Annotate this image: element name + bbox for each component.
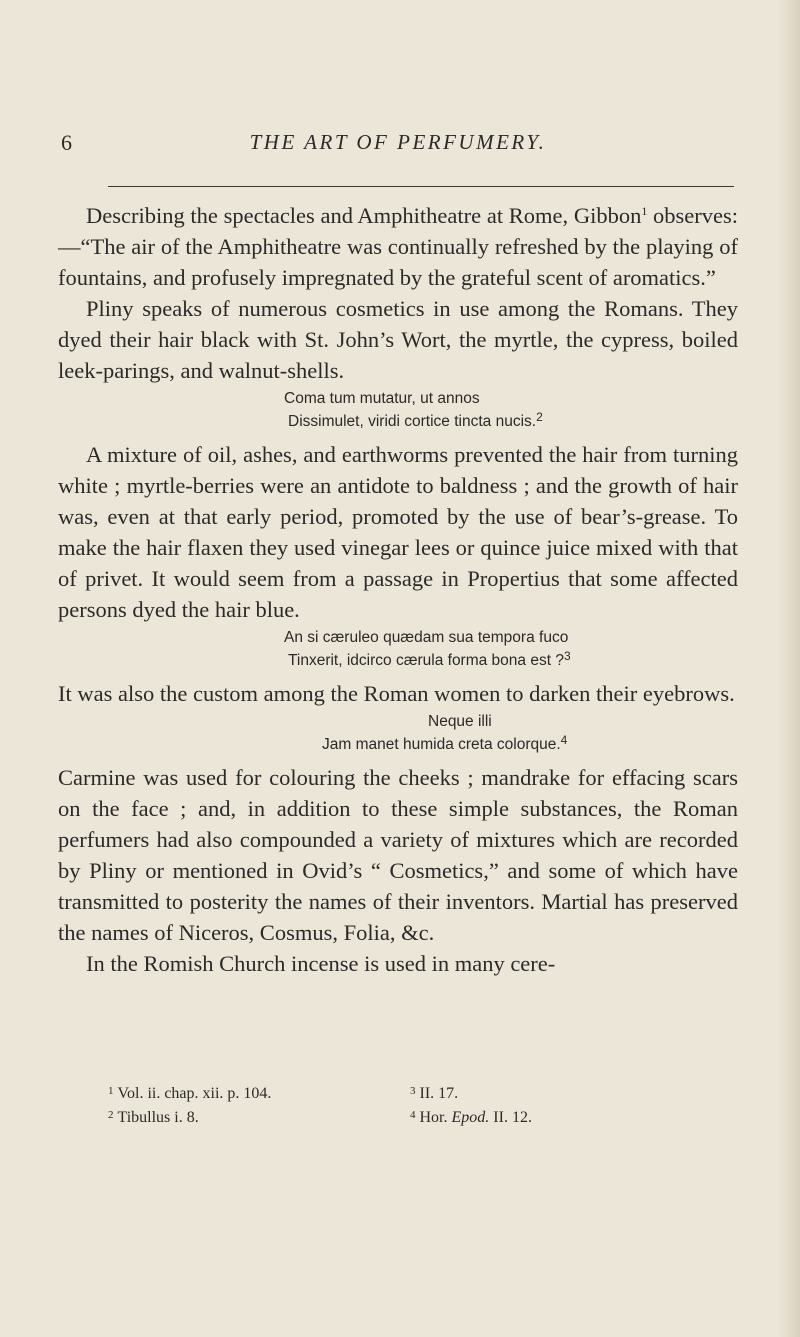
footnote-number: 1 bbox=[108, 1085, 114, 1097]
footnote-2 bbox=[108, 1106, 271, 1130]
footnote-ref: 2 bbox=[536, 410, 543, 424]
paragraph-gibbon bbox=[58, 200, 738, 293]
paragraph-mixture: A mixture of oil, ashes, and earthworms prevented the hair from turning white ; myrtle-berries were an antidote to baldness ; and the growth of hair was, even at that early period, promoted by the use of bear’s-grease. To make the hair flaxen they used vinegar lees or quince juice mixed with that of privet. It would seem from a passage in Propertius that some affected persons dyed the hair blue. bbox=[58, 442, 738, 622]
footnote-number: 2 bbox=[108, 1109, 114, 1121]
footnote-text-italic: Epod. bbox=[451, 1109, 490, 1126]
verse-propertius bbox=[58, 626, 738, 672]
footnote-text: Tibullus i. 8. bbox=[117, 1109, 199, 1126]
header-rule bbox=[108, 186, 734, 187]
page-edge-shadow bbox=[778, 0, 800, 1337]
verse-line: Coma tum mutatur, ut annos bbox=[284, 390, 480, 407]
verse-line bbox=[284, 649, 738, 672]
verse-line-text: Jam manet humida creta colorque. bbox=[322, 736, 561, 753]
verse-line-text: Tinxerit, idcirco cærula forma bona est ? bbox=[288, 652, 564, 669]
paragraph-text: observes:—“The air of the Amphitheatre was continually refreshed by the playing of fountains, and profusely impregnated by the grateful scent of aromatics.” bbox=[58, 203, 739, 290]
footnote-ref: 1 bbox=[641, 204, 648, 218]
verse-line bbox=[284, 410, 738, 433]
body-text bbox=[58, 200, 738, 979]
verse-tibullus bbox=[58, 387, 738, 433]
footnote-3 bbox=[410, 1082, 532, 1106]
verse-line-text: Dissimulet, viridi cortice tincta nucis. bbox=[288, 413, 537, 430]
verse-horace bbox=[58, 710, 738, 756]
footnote-1 bbox=[108, 1082, 271, 1106]
paragraph-carmine: Carmine was used for colouring the cheeks ; mandrake for effacing scars on the face ; and, in addition to these simple substances, the Roman perfumers had also compounded a variety of mixtures which are recorded by Pliny or mentioned in Ovid’s “ Cosmetics,” and some of which have transmitted to posterity the names of their inventors. Martial has preserved the names of Niceros, Cosmus, Folia, &c. bbox=[58, 765, 738, 945]
footnote-text: II. 12. bbox=[489, 1109, 532, 1126]
paragraph-eyebrows: It was also the custom among the Roman women to darken their eyebrows. bbox=[58, 681, 735, 706]
page-header bbox=[58, 130, 738, 164]
verse-line: An si cæruleo quædam sua tempora fuco bbox=[284, 629, 569, 646]
footnote-number: 4 bbox=[410, 1109, 416, 1121]
footnote-4 bbox=[410, 1106, 532, 1130]
running-title: THE ART OF PERFUMERY. bbox=[249, 130, 547, 154]
footnote-ref: 4 bbox=[560, 733, 568, 747]
paragraph-pliny: Pliny speaks of numerous cosmetics in use among the Romans. They dyed their hair black with St. John’s Wort, the myrtle, the cypress, boiled leek-parings, and walnut-shells. bbox=[58, 296, 738, 383]
verse-line bbox=[322, 733, 738, 756]
footnote-text: II. 17. bbox=[419, 1085, 459, 1102]
page-number: 6 bbox=[61, 130, 72, 155]
footnote-ref: 3 bbox=[563, 649, 571, 663]
footnote-column-left bbox=[108, 1082, 271, 1130]
paragraph-romish-church: In the Romish Church incense is used in many cere- bbox=[86, 951, 556, 976]
footnote-text: Hor. bbox=[419, 1109, 452, 1126]
paragraph-text: Describing the spectacles and Amphitheatre at Rome, Gibbon bbox=[86, 203, 642, 228]
footnote-number: 3 bbox=[410, 1085, 416, 1097]
footnote-text: Vol. ii. chap. xii. p. 104. bbox=[117, 1085, 272, 1102]
verse-line: Neque illi bbox=[428, 713, 492, 730]
footnote-column-right bbox=[410, 1082, 532, 1130]
